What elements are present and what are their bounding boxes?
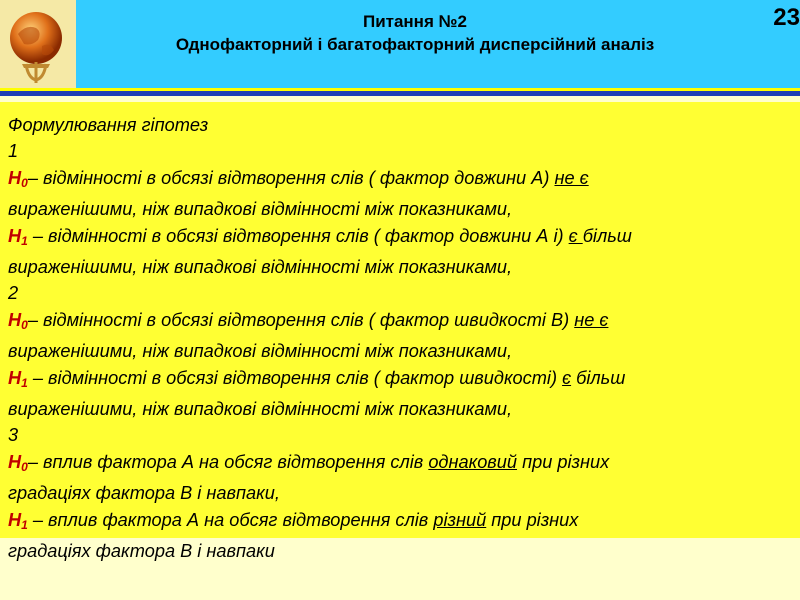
hypothesis-h0-3-cont: градаціях фактора В і навпаки, xyxy=(8,483,280,504)
slide-header xyxy=(0,0,800,88)
hypothesis-h1-1-cont: вираженішими, ніж випадкові відмінності між показниками, xyxy=(8,257,513,278)
hypothesis-h0-2: $H_0-$ відмінності в обсязі відтворення слів ( фактор швидкості В) не є xyxy=(8,309,609,332)
hypothesis-h1-3-cont: градаціях фактора В і навпаки xyxy=(8,541,275,562)
hypothesis-h1-2: $H_1$ – відмінності в обсязі відтворення слів ( фактор швидкості) є більш xyxy=(8,367,626,390)
h-symbol: $H_1$ xyxy=(8,367,28,390)
hypothesis-h0-2-cont: вираженішими, ніж випадкові відмінності між показниками, xyxy=(8,341,513,362)
title-line-1: Питання №2 xyxy=(362,12,468,31)
logo xyxy=(0,0,76,88)
h-symbol: $H_0$ xyxy=(8,167,28,190)
block-number-3: 3 xyxy=(8,425,19,446)
hypothesis-h1-2-cont: вираженішими, ніж випадкові відмінності між показниками, xyxy=(8,399,513,420)
h-symbol: $H_1$ xyxy=(8,225,28,248)
slide-number: 23 xyxy=(773,4,800,31)
hypothesis-h0-3: $H_0-$ вплив фактора А на обсяг відтворення слів однаковий при різних xyxy=(8,451,610,474)
header-divider-blue xyxy=(0,91,800,96)
hypotheses-text xyxy=(8,112,792,565)
h-symbol: $H_0$ xyxy=(8,451,28,474)
hypothesis-h1-1: $H_1$ – відмінності в обсязі відтворення слів ( фактор довжини А і) є більш xyxy=(8,225,632,248)
title-line-2: Однофакторний і багатофакторний дисперсійний аналіз xyxy=(175,35,655,54)
h-symbol: $H_1$ xyxy=(8,509,28,532)
h-symbol: $H_0$ xyxy=(8,309,28,332)
block-number-1: 1 xyxy=(8,141,19,162)
block-number-2: 2 xyxy=(8,283,19,304)
globe-psi-logo-icon xyxy=(4,6,72,84)
slide-title xyxy=(90,10,740,56)
hypothesis-h1-3: $H_1$ – вплив фактора А на обсяг відтворення слів різний при різних xyxy=(8,509,579,532)
hypothesis-h0-1-cont: вираженішими, ніж випадкові відмінності між показниками, xyxy=(8,199,513,220)
hypothesis-h0-1: $H_0-$ відмінності в обсязі відтворення слів ( фактор довжини А) не є xyxy=(8,167,589,190)
section-heading: Формулювання гіпотез xyxy=(8,115,209,135)
